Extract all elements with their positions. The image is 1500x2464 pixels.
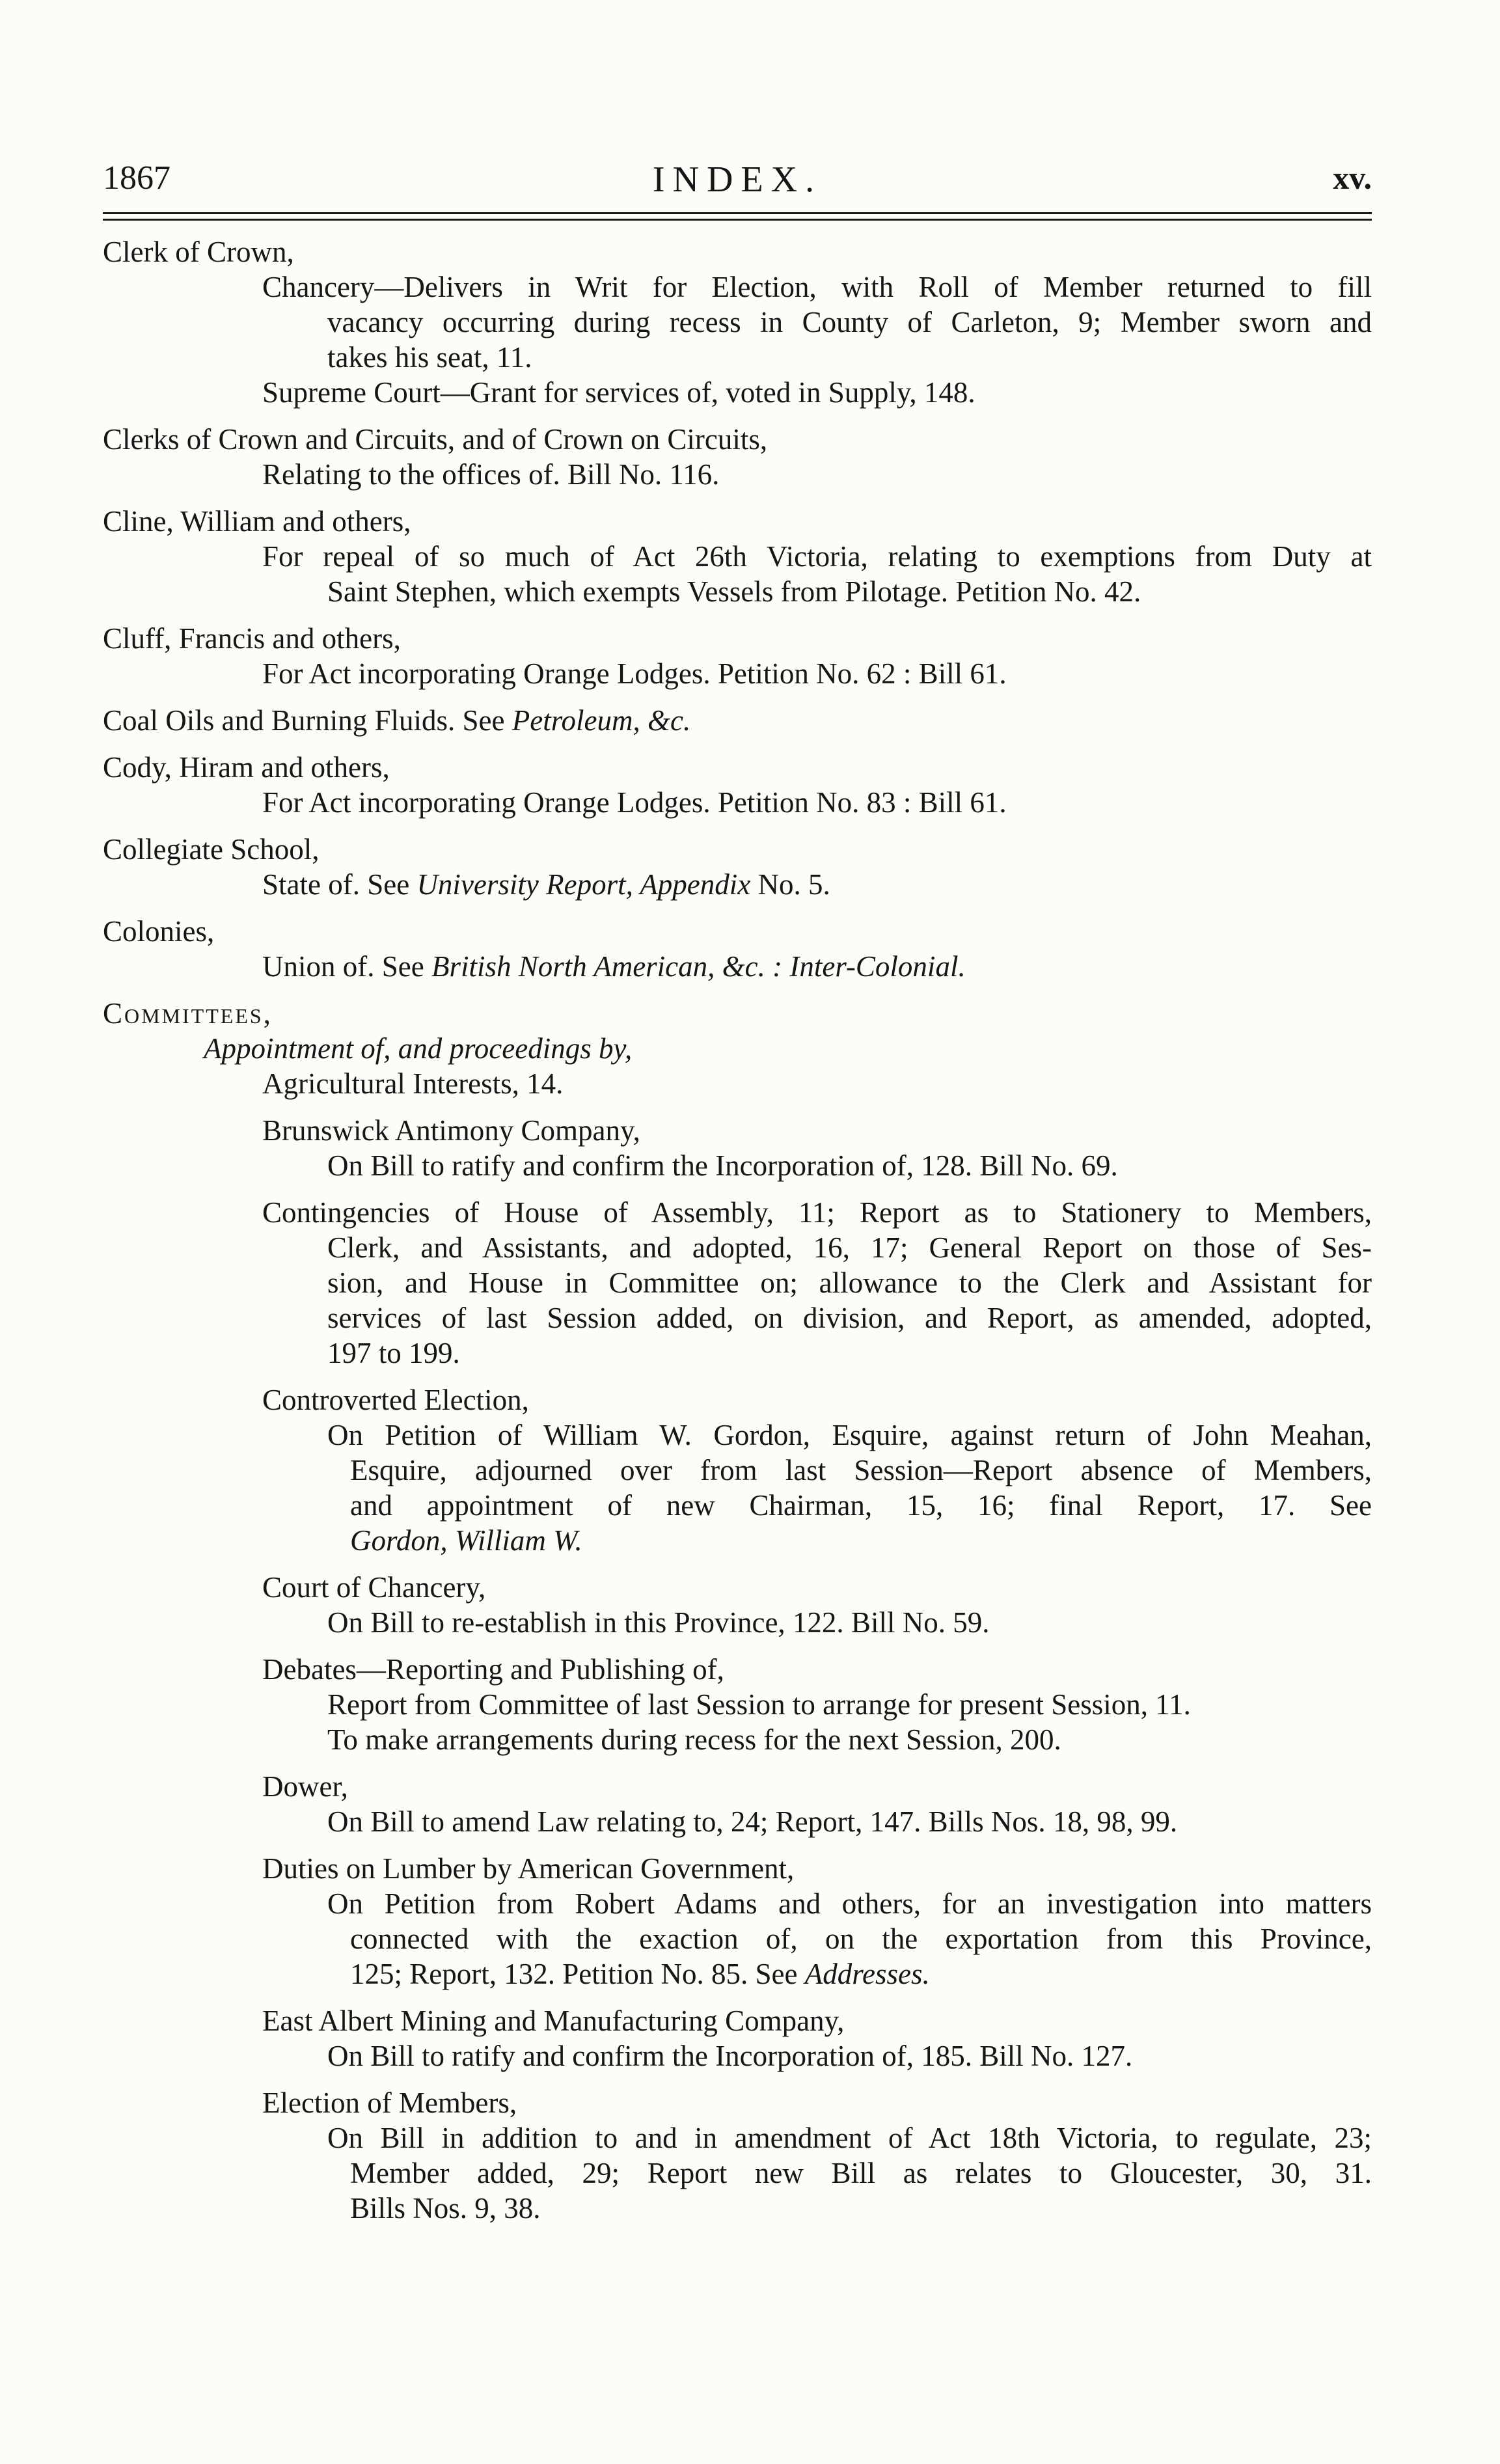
index-heading: Collegiate School, [103,833,320,866]
index-entry: For Act incorporating Orange Lodges. Petition No. 62 : Bill 61. [262,657,1007,690]
committee-entry: Dower, [262,1770,348,1803]
index-entry-continuation: vacancy occurring during recess in County of Carleton, 9; Member sworn and [327,306,1372,338]
index-heading: Cline, William and others, [103,505,411,538]
committee-entry: Controverted Election, [262,1384,529,1416]
committee-subentry-continuation: Bills Nos. 9, 38. [350,2192,541,2224]
index-heading: Cluff, Francis and others, [103,622,401,655]
header-rule-top [103,212,1372,214]
committee-entry-continuation: services of last Session added, on division, and Report, as amended, adopted, [327,1302,1372,1334]
cross-reference: British North American, &c. : Inter-Colonial. [431,950,966,983]
entry-text: Coal Oils and Burning Fluids. See [103,704,512,737]
committee-entry-continuation: sion, and House in Committee on; allowance to the Clerk and Assistant for [327,1266,1372,1299]
committee-subentry-continuation: Member added, 29; Report new Bill as relates to Gloucester, 30, 31. [350,2157,1372,2189]
index-entry [103,867,1372,902]
index-heading: Colonies, [103,915,215,948]
committee-entry: Duties on Lumber by American Government, [262,1852,795,1885]
index-heading: Clerk of Crown, [103,236,294,268]
index-entry: For Act incorporating Orange Lodges. Petition No. 83 : Bill 61. [262,786,1007,819]
index-entry: Chancery—Delivers in Writ for Election, with Roll of Member returned to fill [262,271,1372,303]
committee-subentry-continuation: connected with the exaction of, on the exportation from this Province, [350,1923,1372,1955]
committee-entry: East Albert Mining and Manufacturing Company, [262,2005,845,2037]
committee-entry: Contingencies of House of Assembly, 11; Report as to Stationery to Members, [262,1196,1372,1229]
index-entry: Relating to the offices of. Bill No. 116. [262,458,720,491]
cross-reference-text: Gordon, William W. [350,1524,582,1557]
index-heading: Cody, Hiram and others, [103,751,390,784]
committee-subentry: On Bill to ratify and confirm the Incorporation of, 128. Bill No. 69. [327,1149,1118,1182]
entry-text: State of. See [262,868,417,901]
entry-text: No. 5. [750,868,830,901]
committee-entry: Court of Chancery, [262,1571,486,1604]
committee-entry: Agricultural Interests, 14. [262,1067,564,1100]
index-entry: For repeal of so much of Act 26th Victoria, relating to exemptions from Duty at [262,540,1372,573]
index-entry [103,949,1372,984]
cross-reference: Petroleum, &c. [511,704,691,737]
committee-subentry: On Bill to ratify and confirm the Incorporation of, 185. Bill No. 127. [327,2040,1133,2072]
cross-reference [103,1523,1372,1558]
index-entry: Supreme Court—Grant for services of, voted in Supply, 148. [262,376,975,409]
subsection-heading [103,1031,1372,1066]
cross-reference: Addresses. [804,1958,930,1990]
index-entry-continuation: Saint Stephen, which exempts Vessels from Pilotage. Petition No. 42. [327,575,1141,608]
committee-subentry: On Bill in addition to and in amendment of Act 18th Victoria, to regulate, 23; [327,2122,1372,2154]
header-year: 1867 [103,159,170,197]
entry-text: 125; Report, 132. Petition No. 85. See [350,1958,805,1990]
page-header [103,159,1372,204]
index-entry-continuation: takes his seat, 11. [327,341,532,374]
index-heading: Clerks of Crown and Circuits, and of Crown on Circuits, [103,423,768,456]
committee-entry: Brunswick Antimony Company, [262,1114,640,1147]
committee-subentry: To make arrangements during recess for the next Session, 200. [327,1723,1061,1756]
committee-entry: Debates—Reporting and Publishing of, [262,1653,724,1686]
committee-entry: Election of Members, [262,2087,517,2119]
committee-subentry: On Bill to re-establish in this Province, 122. Bill No. 59. [327,1606,990,1639]
committee-subentry: On Bill to amend Law relating to, 24; Report, 147. Bills Nos. 18, 98, 99. [327,1805,1178,1838]
header-page-number: xv. [1333,159,1372,196]
header-rule-bottom [103,219,1372,221]
header-title: INDEX. [652,159,823,200]
committee-subentry: Report from Committee of last Session to arrange for present Session, 11. [327,1688,1191,1721]
index-body [103,234,1372,2226]
committee-subentry: On Petition from Robert Adams and others, for an investigation into matters [327,1887,1372,1920]
subsection-heading-text: Appointment of, and proceedings by, [204,1032,633,1065]
section-heading-committees: Committees, [103,997,273,1030]
committee-entry-continuation: 197 to 199. [327,1337,460,1369]
cross-reference: University Report, Appendix [416,868,751,901]
committee-entry-continuation: Clerk, and Assistants, and adopted, 16, 17; General Report on those of Ses- [327,1231,1372,1264]
entry-text: Union of. See [262,950,431,983]
committee-subentry-continuation [103,1956,1372,1992]
index-heading [103,703,1372,738]
committee-subentry-continuation: and appointment of new Chairman, 15, 16; final Report, 17. See [350,1489,1372,1522]
committee-subentry: On Petition of William W. Gordon, Esquire, against return of John Meahan, [327,1419,1372,1451]
committee-subentry-continuation: Esquire, adjourned over from last Session—Report absence of Members, [350,1454,1372,1486]
